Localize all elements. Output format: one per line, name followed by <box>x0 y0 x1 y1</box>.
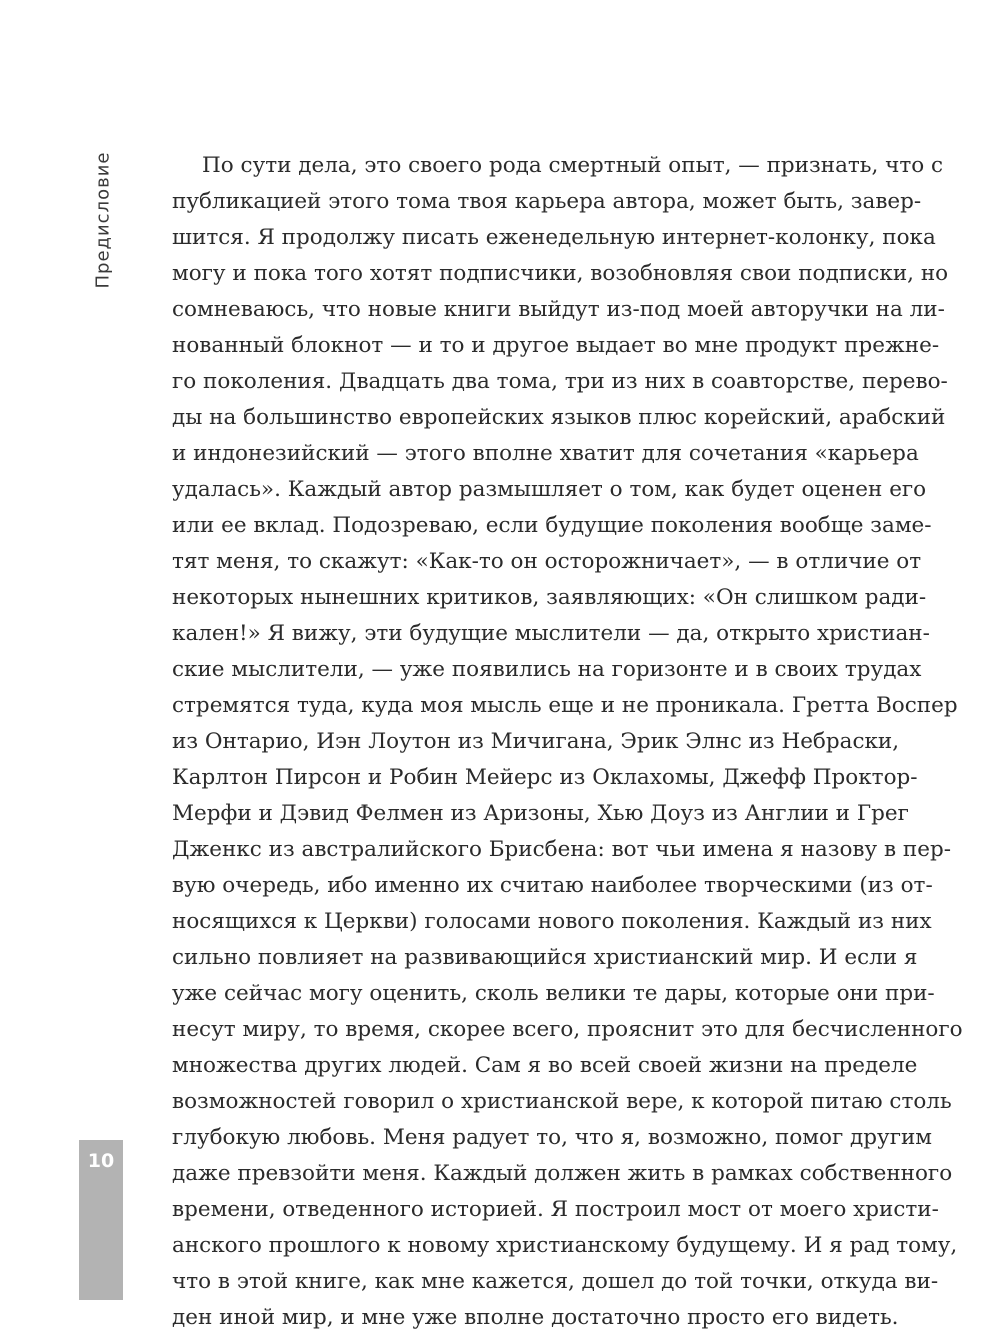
text-line: носящихся к Церкви) голосами нового поколения. Каждый из них <box>172 909 932 934</box>
text-line: шится. Я продолжу писать еженедельную интернет-колонку, пока <box>172 225 936 250</box>
text-line: из Онтарио, Иэн Лоутон из Мичигана, Эрик Элнс из Небраски, <box>172 729 900 754</box>
text-line: или ее вклад. Подозреваю, если будущие поколения вообще заме- <box>172 513 932 538</box>
text-line: глубокую любовь. Меня радует то, что я, возможно, помог другим <box>172 1125 933 1150</box>
text-line: По сути дела, это своего рода смертный опыт, — признать, что с <box>202 153 944 178</box>
text-line: анского прошлого к новому христианскому будущему. И я рад тому, <box>172 1233 958 1258</box>
text-line: кален!» Я вижу, эти будущие мыслители — да, открыто христиан- <box>172 621 930 646</box>
text-line: некоторых нынешних критиков, заявляющих: «Он слишком ради- <box>172 585 927 610</box>
text-line: удалась». Каждый автор размышляет о том, как будет оценен его <box>172 477 927 502</box>
text-line: уже сейчас могу оценить, сколь велики те дары, которые они при- <box>172 981 935 1006</box>
running-head <box>88 150 118 290</box>
text-line: времени, отведенного историей. Я построил мост от моего христи- <box>172 1197 939 1222</box>
text-line: что в этой книге, как мне кажется, дошел до той точки, откуда ви- <box>172 1269 939 1294</box>
text-line: сомневаюсь, что новые книги выйдут из-под моей авторучки на ли- <box>172 297 945 322</box>
page-number: 10 <box>87 1150 115 1172</box>
text-line: Карлтон Пирсон и Робин Мейерс из Оклахомы, Джефф Проктор- <box>172 765 918 790</box>
text-line: несут миру, то время, скорее всего, прояснит это для бесчисленного <box>172 1017 963 1042</box>
text-line: тят меня, то скажут: «Как-то он осторожничает», — в отличие от <box>172 549 922 574</box>
text-line: возможностей говорил о христианской вере, к которой питаю столь <box>172 1089 952 1114</box>
text-line: нованный блокнот — и то и другое выдает во мне продукт прежне- <box>172 333 940 358</box>
text-line: ды на большинство европейских языков плюс корейский, арабский <box>172 405 946 430</box>
page-number-tab <box>79 1140 123 1300</box>
text-line: публикацией этого тома твоя карьера автора, может быть, завер- <box>172 189 922 214</box>
text-line: множества других людей. Сам я во всей своей жизни на пределе <box>172 1053 918 1078</box>
text-line: даже превзойти меня. Каждый должен жить в рамках собственного <box>172 1161 953 1186</box>
running-head-label: Предисловие <box>92 151 114 289</box>
text-line: могу и пока того хотят подписчики, возобновляя свои подписки, но <box>172 261 949 286</box>
text-line: ские мыслители, — уже появились на горизонте и в своих трудах <box>172 657 922 682</box>
text-line: сильно повлияет на развивающийся христианский мир. И если я <box>172 945 918 970</box>
text-line: ден иной мир, и мне уже вполне достаточно просто его видеть. <box>172 1305 899 1330</box>
text-line: стремятся туда, куда моя мысль еще и не проникала. Гретта Воспер <box>172 693 958 718</box>
text-line: и индонезийский — этого вполне хватит для сочетания «карьера <box>172 441 919 466</box>
text-line: го поколения. Двадцать два тома, три из них в соавторстве, перево- <box>172 369 948 394</box>
text-line: Дженкс из австралийского Брисбена: вот чьи имена я назову в пер- <box>172 837 952 862</box>
body-paragraph <box>172 148 963 1336</box>
text-line: вую очередь, ибо именно их считаю наиболее творческими (из от- <box>172 873 933 898</box>
text-line: Мерфи и Дэвид Фелмен из Аризоны, Хью Доуз из Англии и Грег <box>172 801 909 826</box>
